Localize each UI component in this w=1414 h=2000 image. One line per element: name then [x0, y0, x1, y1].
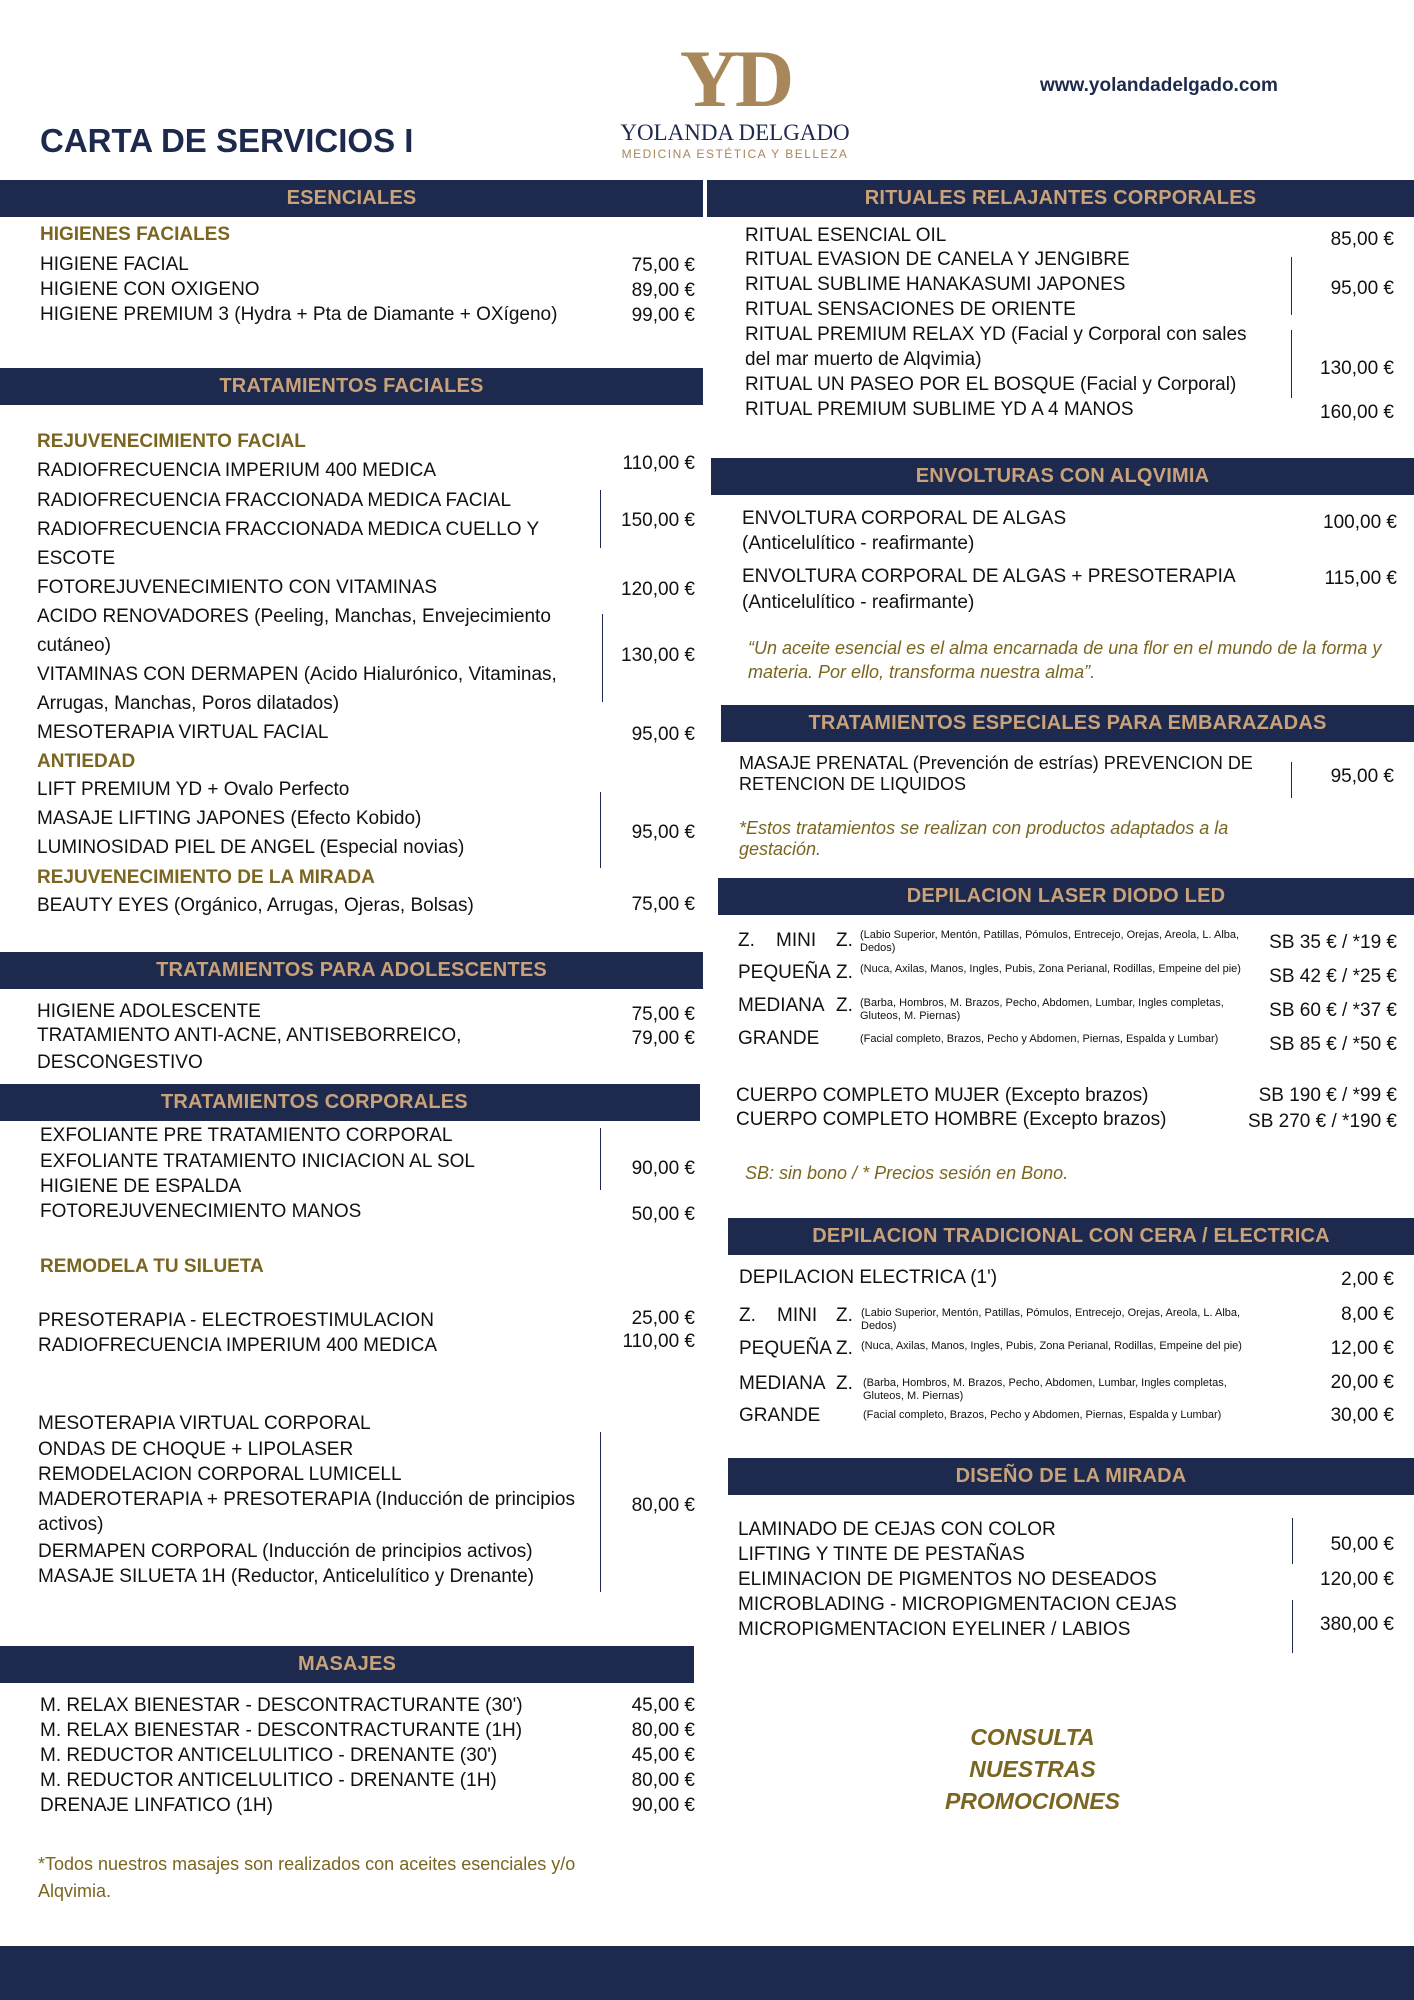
- price: 12,00 €: [1330, 1338, 1394, 1359]
- list-item: CUERPO COMPLETO HOMBRE (Excepto brazos): [736, 1109, 1167, 1130]
- list-item: HIGIENE CON OXIGENO: [40, 279, 260, 300]
- subsection-antiedad: ANTIEDAD: [37, 751, 136, 772]
- price: 130,00 €: [1320, 358, 1394, 379]
- list-item: RADIOFRECUENCIA FRACCIONADA MEDICA FACIAL: [37, 490, 512, 511]
- zone-label: GRANDE: [739, 1405, 821, 1426]
- zone-desc: (Barba, Hombros, M. Brazos, Pecho, Abdomen, Lumbar, Ingles completas, Gluteos, M. Piernas): [860, 997, 1224, 1022]
- promo-callout: [900, 1721, 1165, 1817]
- section-embarazadas: TRATAMIENTOS ESPECIALES PARA EMBARAZADAS: [721, 705, 1414, 742]
- zone-z: Z.: [836, 995, 853, 1016]
- price: 89,00 €: [631, 280, 695, 301]
- promo-line: PROMOCIONES: [944, 1788, 1121, 1814]
- price: 95,00 €: [631, 724, 695, 745]
- list-item: BEAUTY EYES (Orgánico, Arrugas, Ojeras, Bolsas): [37, 895, 474, 916]
- section-envolturas: ENVOLTURAS CON ALQVIMIA: [711, 458, 1414, 495]
- price: 110,00 €: [622, 453, 695, 474]
- section-esenciales: ESENCIALES: [0, 180, 703, 217]
- subsection-rejuvenecimiento: REJUVENECIMIENTO FACIAL: [37, 431, 306, 452]
- list-item: DEPILACION ELECTRICA (1'): [739, 1267, 998, 1288]
- bracket-line: [1291, 257, 1292, 315]
- subsection-higienes: HIGIENES FACIALES: [40, 224, 231, 245]
- price: 150,00 €: [621, 510, 695, 531]
- price: 110,00 €: [622, 1331, 695, 1352]
- price: 95,00 €: [1330, 278, 1394, 299]
- list-item: DRENAJE LINFATICO (1H): [40, 1795, 273, 1816]
- zone-desc: (Facial completo, Brazos, Pecho y Abdomen, Piernas, Espalda y Lumbar): [863, 1409, 1222, 1421]
- zone-desc: (Labio Superior, Mentón, Patillas, Pómulos, Entrecejo, Orejas, Areola, L. Alba, Dedos): [861, 1307, 1241, 1332]
- price: SB 42 € / *25 €: [1269, 966, 1397, 987]
- zone-desc: (Facial completo, Brazos, Pecho y Abdomen, Piernas, Espalda y Lumbar): [860, 1033, 1219, 1045]
- list-item: LAMINADO DE CEJAS CON COLOR: [738, 1519, 1056, 1540]
- list-item: LUMINOSIDAD PIEL DE ANGEL (Especial novias): [37, 837, 465, 858]
- price: 50,00 €: [1330, 1534, 1394, 1555]
- zone-desc: (Labio Superior, Mentón, Patillas, Pómulos, Entrecejo, Orejas, Areola, L. Alba, Dedos): [860, 929, 1240, 954]
- list-item: MESOTERAPIA VIRTUAL FACIAL: [37, 722, 329, 743]
- list-item: MASAJE PRENATAL (Prevención de estrías) PREVENCION DE RETENCION DE LIQUIDOS: [739, 753, 1253, 794]
- section-adolescentes: TRATAMIENTOS PARA ADOLESCENTES: [0, 952, 703, 989]
- logo: [600, 33, 870, 163]
- logo-tagline: MEDICINA ESTÉTICA Y BELLEZA: [621, 147, 849, 161]
- zone-desc: (Nuca, Axilas, Manos, Ingles, Pubis, Zona Perianal, Rodillas, Empeine del pie): [861, 1340, 1242, 1352]
- price: 95,00 €: [1330, 766, 1394, 787]
- list-item: M. REDUCTOR ANTICELULITICO - DRENANTE (30'): [40, 1745, 498, 1766]
- price: SB 85 € / *50 €: [1269, 1034, 1397, 1055]
- list-item: ENVOLTURA CORPORAL DE ALGAS + PRESOTERAPIA: [742, 566, 1236, 587]
- price: 100,00 €: [1323, 512, 1397, 533]
- list-item: HIGIENE ADOLESCENTE: [37, 1001, 261, 1022]
- price: 130,00 €: [621, 645, 695, 666]
- zone-label: Z. MINI: [738, 930, 817, 951]
- section-corporales: TRATAMIENTOS CORPORALES: [0, 1084, 700, 1121]
- subsection-remodela: REMODELA TU SILUETA: [40, 1256, 264, 1277]
- list-item: VITAMINAS CON DERMAPEN (Acido Hialurónico, Vitaminas, Arrugas, Manchas, Poros dilatados): [37, 664, 557, 714]
- list-item: HIGIENE DE ESPALDA: [40, 1176, 242, 1197]
- list-item: MASAJE SILUETA 1H (Reductor, Anticelulítico y Drenante): [38, 1566, 534, 1587]
- price: 79,00 €: [631, 1028, 695, 1049]
- quote: “Un aceite esencial es el alma encarnada de una flor en el mundo de la forma y materia. Por ello, transforma nuestra alma”.: [748, 638, 1382, 682]
- list-item: MADEROTERAPIA + PRESOTERAPIA (Inducción de principios activos): [38, 1489, 575, 1535]
- list-item: ACIDO RENOVADORES (Peeling, Manchas, Envejecimiento cutáneo): [37, 606, 551, 656]
- price: SB 60 € / *37 €: [1269, 1000, 1397, 1021]
- price: 80,00 €: [631, 1720, 695, 1741]
- list-item: TRATAMIENTO ANTI-ACNE, ANTISEBORREICO, DESCONGESTIVO: [37, 1025, 462, 1073]
- list-item: MESOTERAPIA VIRTUAL CORPORAL: [38, 1413, 371, 1434]
- list-item: RITUAL SENSACIONES DE ORIENTE: [745, 299, 1076, 320]
- bracket-line: [600, 792, 601, 868]
- zone-desc: (Barba, Hombros, M. Brazos, Pecho, Abdomen, Lumbar, Ingles completas, Gluteos, M. Piernas): [863, 1377, 1227, 1402]
- list-item: M. RELAX BIENESTAR - DESCONTRACTURANTE (1H): [40, 1720, 523, 1741]
- masajes-note: *Todos nuestros masajes son realizados con aceites esenciales y/o Alqvimia.: [38, 1854, 576, 1901]
- price: 95,00 €: [631, 822, 695, 843]
- price: 120,00 €: [1320, 1569, 1394, 1590]
- list-item: HIGIENE FACIAL: [40, 254, 189, 275]
- list-item: RITUAL SUBLIME HANAKASUMI JAPONES: [745, 274, 1126, 295]
- list-item: RITUAL ESENCIAL OIL: [745, 225, 947, 246]
- price: 90,00 €: [631, 1795, 695, 1816]
- subsection-mirada: REJUVENECIMIENTO DE LA MIRADA: [37, 867, 375, 888]
- price: 380,00 €: [1320, 1614, 1394, 1635]
- price: 85,00 €: [1330, 229, 1394, 250]
- promo-line: NUESTRAS: [969, 1756, 1096, 1782]
- price: 160,00 €: [1320, 402, 1394, 423]
- footer-bar: [0, 1946, 1414, 2000]
- list-item: LIFTING Y TINTE DE PESTAÑAS: [738, 1544, 1025, 1565]
- bracket-line: [1291, 762, 1292, 798]
- list-item: PRESOTERAPIA - ELECTROESTIMULACION: [38, 1310, 434, 1331]
- price: 2,00 €: [1341, 1269, 1394, 1290]
- price: 45,00 €: [631, 1695, 695, 1716]
- list-item: FOTOREJUVENECIMIENTO MANOS: [40, 1201, 362, 1222]
- zone-z: Z.: [836, 962, 853, 983]
- list-item: ELIMINACION DE PIGMENTOS NO DESEADOS: [738, 1569, 1157, 1590]
- zone-z: Z.: [836, 930, 853, 951]
- section-mirada: DISEÑO DE LA MIRADA: [728, 1458, 1414, 1495]
- list-item: RADIOFRECUENCIA IMPERIUM 400 MEDICA: [37, 460, 437, 481]
- section-cera: DEPILACION TRADICIONAL CON CERA / ELECTRICA: [728, 1218, 1414, 1255]
- list-item: MASAJE LIFTING JAPONES (Efecto Kobido): [37, 808, 422, 829]
- zone-label: MEDIANA: [739, 1373, 826, 1394]
- bracket-line: [1292, 1518, 1293, 1564]
- list-item: LIFT PREMIUM YD + Ovalo Perfecto: [37, 779, 350, 800]
- list-item: RITUAL UN PASEO POR EL BOSQUE (Facial y Corporal): [745, 374, 1237, 395]
- laser-note: SB: sin bono / * Precios sesión en Bono.: [745, 1163, 1069, 1183]
- bracket-line: [602, 614, 603, 702]
- website-link[interactable]: www.yolandadelgado.com: [1040, 75, 1278, 96]
- price: 75,00 €: [631, 1004, 695, 1025]
- section-rituales: RITUALES RELAJANTES CORPORALES: [707, 180, 1414, 217]
- price: 75,00 €: [631, 255, 695, 276]
- list-item: RITUAL PREMIUM RELAX YD (Facial y Corporal con sales del mar muerto de Alqvimia): [745, 324, 1247, 370]
- zone-label: GRANDE: [738, 1028, 820, 1049]
- price: 99,00 €: [631, 305, 695, 326]
- list-item: ONDAS DE CHOQUE + LIPOLASER: [38, 1439, 354, 1460]
- section-laser: DEPILACION LASER DIODO LED: [718, 878, 1414, 915]
- list-item: EXFOLIANTE PRE TRATAMIENTO CORPORAL: [40, 1125, 453, 1146]
- bracket-line: [600, 490, 601, 548]
- list-item-detail: (Anticelulítico - reafirmante): [742, 592, 975, 613]
- list-item: MICROPIGMENTACION EYELINER / LABIOS: [738, 1619, 1131, 1640]
- list-item: HIGIENE PREMIUM 3 (Hydra + Pta de Diamante + OXígeno): [40, 304, 558, 325]
- list-item: ENVOLTURA CORPORAL DE ALGAS: [742, 508, 1067, 529]
- section-masajes: MASAJES: [0, 1646, 694, 1683]
- logo-monogram: YD: [679, 33, 791, 124]
- price: 45,00 €: [631, 1745, 695, 1766]
- zone-z: Z.: [836, 1305, 853, 1326]
- zone-z: Z.: [836, 1373, 853, 1394]
- price: 75,00 €: [631, 894, 695, 915]
- promo-line: CONSULTA: [970, 1724, 1095, 1750]
- zone-label: MEDIANA: [738, 995, 825, 1016]
- list-item: M. REDUCTOR ANTICELULITICO - DRENANTE (1H): [40, 1770, 497, 1791]
- price: SB 190 € / *99 €: [1258, 1085, 1397, 1106]
- bracket-line: [1292, 1600, 1293, 1653]
- bracket-line: [600, 1432, 601, 1592]
- price: 115,00 €: [1324, 568, 1397, 589]
- price: 80,00 €: [631, 1495, 695, 1516]
- list-item: EXFOLIANTE TRATAMIENTO INICIACION AL SOL: [40, 1151, 475, 1172]
- price: SB 270 € / *190 €: [1248, 1111, 1397, 1132]
- zone-desc: (Nuca, Axilas, Manos, Ingles, Pubis, Zona Perianal, Rodillas, Empeine del pie): [860, 963, 1241, 975]
- price: SB 35 € / *19 €: [1269, 932, 1397, 953]
- bracket-line: [1291, 330, 1292, 398]
- list-item: RADIOFRECUENCIA FRACCIONADA MEDICA CUELLO Y ESCOTE: [37, 519, 539, 569]
- list-item: CUERPO COMPLETO MUJER (Excepto brazos): [736, 1085, 1149, 1106]
- list-item: DERMAPEN CORPORAL (Inducción de principios activos): [38, 1541, 533, 1562]
- page-title: CARTA DE SERVICIOS I: [40, 122, 414, 159]
- price: 8,00 €: [1341, 1304, 1394, 1325]
- list-item: RITUAL EVASION DE CANELA Y JENGIBRE: [745, 249, 1130, 270]
- price: 25,00 €: [631, 1308, 695, 1329]
- list-item: RADIOFRECUENCIA IMPERIUM 400 MEDICA: [38, 1335, 438, 1356]
- list-item: REMODELACION CORPORAL LUMICELL: [38, 1464, 402, 1485]
- list-item: RITUAL PREMIUM SUBLIME YD A 4 MANOS: [745, 399, 1134, 420]
- price: 90,00 €: [631, 1158, 695, 1179]
- zone-label: PEQUEÑA: [739, 1338, 832, 1359]
- list-item: FOTOREJUVENECIMIENTO CON VITAMINAS: [37, 577, 438, 598]
- price: 50,00 €: [631, 1204, 695, 1225]
- list-item: MICROBLADING - MICROPIGMENTACION CEJAS: [738, 1594, 1177, 1615]
- price: 20,00 €: [1330, 1372, 1394, 1393]
- zone-label: Z. MINI: [739, 1305, 818, 1326]
- zone-z: Z.: [836, 1338, 853, 1359]
- section-faciales: TRATAMIENTOS FACIALES: [0, 368, 703, 405]
- price: 30,00 €: [1330, 1405, 1394, 1426]
- price: 80,00 €: [631, 1770, 695, 1791]
- bracket-line: [600, 1128, 601, 1190]
- logo-name: YOLANDA DELGADO: [620, 120, 850, 145]
- list-item-detail: (Anticelulítico - reafirmante): [742, 533, 975, 554]
- price: 120,00 €: [621, 579, 695, 600]
- embarazadas-note: *Estos tratamientos se realizan con productos adaptados a la gestación.: [739, 818, 1229, 859]
- list-item: M. RELAX BIENESTAR - DESCONTRACTURANTE (30'): [40, 1695, 523, 1716]
- zone-label: PEQUEÑA: [738, 962, 831, 983]
